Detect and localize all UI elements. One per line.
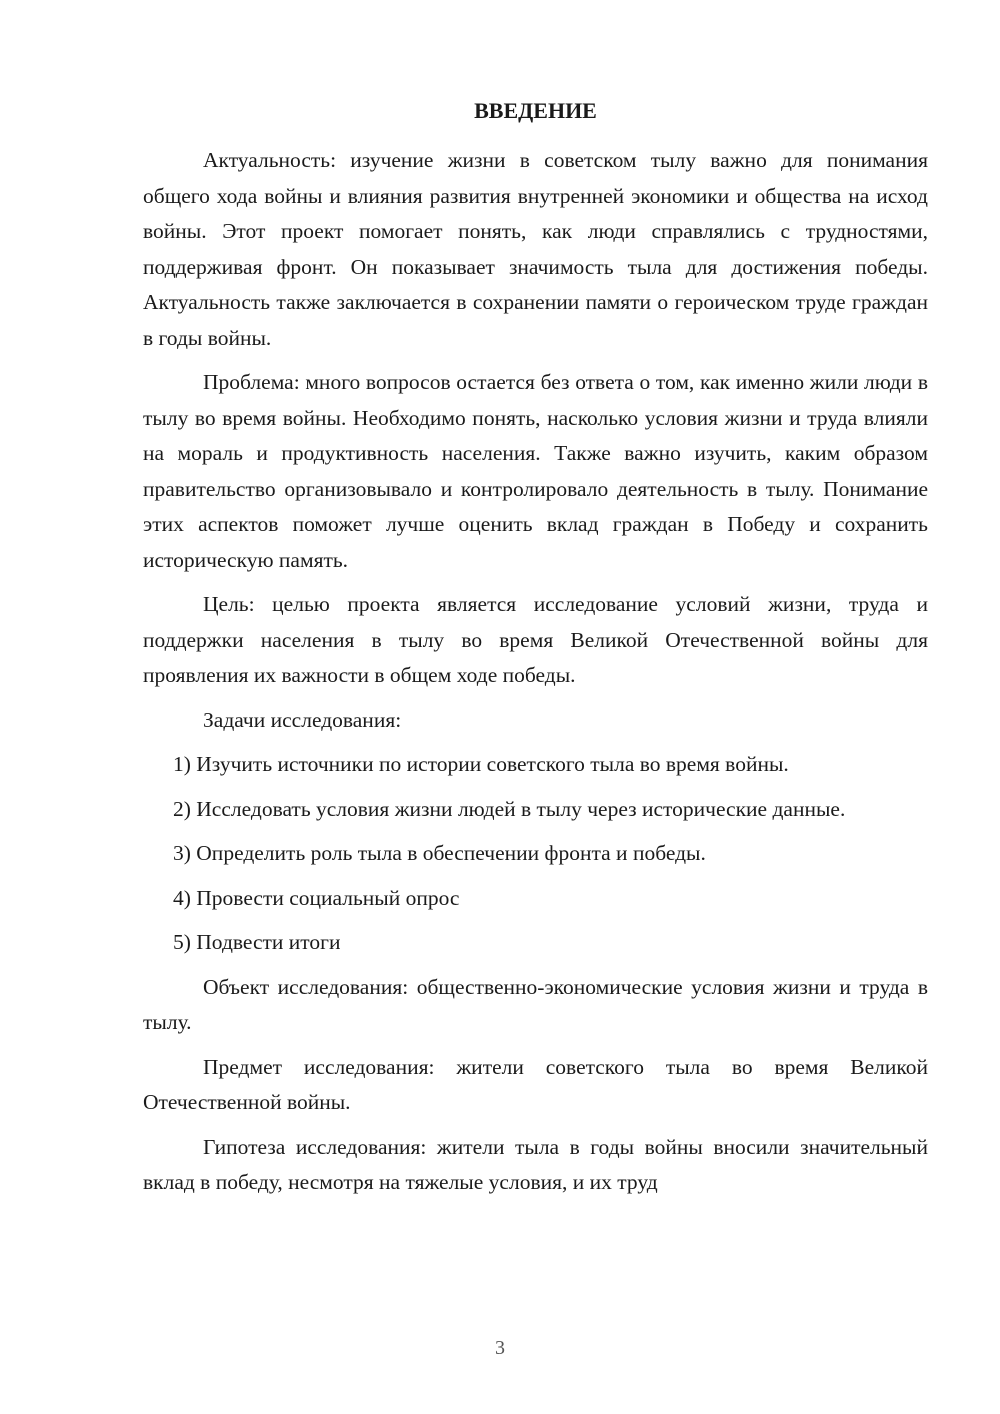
paragraph-subject: Предмет исследования: жители советского тыла во время Великой Отечественной войны. bbox=[143, 1054, 928, 1114]
task-item: 3) Определить роль тыла в обеспечении фронта и победы. bbox=[173, 841, 706, 865]
paragraph-goal: Цель: целью проекта является исследование условий жизни, труда и поддержки населения в тылу во время Великой Отечественной войны для проявления их важности в общем ходе победы. bbox=[143, 592, 928, 687]
page-number: 3 bbox=[495, 1337, 505, 1359]
task-item: 5) Подвести итоги bbox=[173, 930, 341, 954]
paragraph-problem: Проблема: много вопросов остается без ответа о том, как именно жили люди в тылу во время войны. Необходимо понять, насколько условия жизни и труда влияли на мораль и продуктивность населения. Также важно изучить, каким образом правительство организовывало и контролировало деятельность в тылу. Понимание этих аспектов поможет лучше оценить вклад граждан в Победу и сохранить историческую память. bbox=[143, 370, 928, 572]
document-body bbox=[143, 143, 928, 1210]
paragraph-relevance: Актуальность: изучение жизни в советском тылу важно для понимания общего хода войны и влияния развития внутренней экономики и общества на исход войны. Этот проект помогает понять, как люди справлялись с трудностями, поддерживая фронт. Он показывает значимость тыла для достижения победы. Актуальность также заключается в сохранении памяти о героическом труде граждан в годы войны. bbox=[143, 148, 928, 350]
task-item: 2) Исследовать условия жизни людей в тылу через исторические данные. bbox=[173, 796, 846, 821]
task-item: 1) Изучить источники по истории советского тыла во время войны. bbox=[173, 752, 789, 776]
page-title: ВВЕДЕНИЕ bbox=[474, 98, 597, 123]
paragraph-hypothesis: Гипотеза исследования: жители тыла в годы войны вносили значительный вклад в победу, несмотря на тяжелые условия, и их труд bbox=[143, 1134, 928, 1194]
paragraph-tasks-heading: Задачи исследования: bbox=[203, 707, 402, 732]
task-item: 4) Провести социальный опрос bbox=[173, 885, 460, 910]
paragraph-object: Объект исследования: общественно-экономические условия жизни и труда в тылу. bbox=[143, 974, 928, 1034]
